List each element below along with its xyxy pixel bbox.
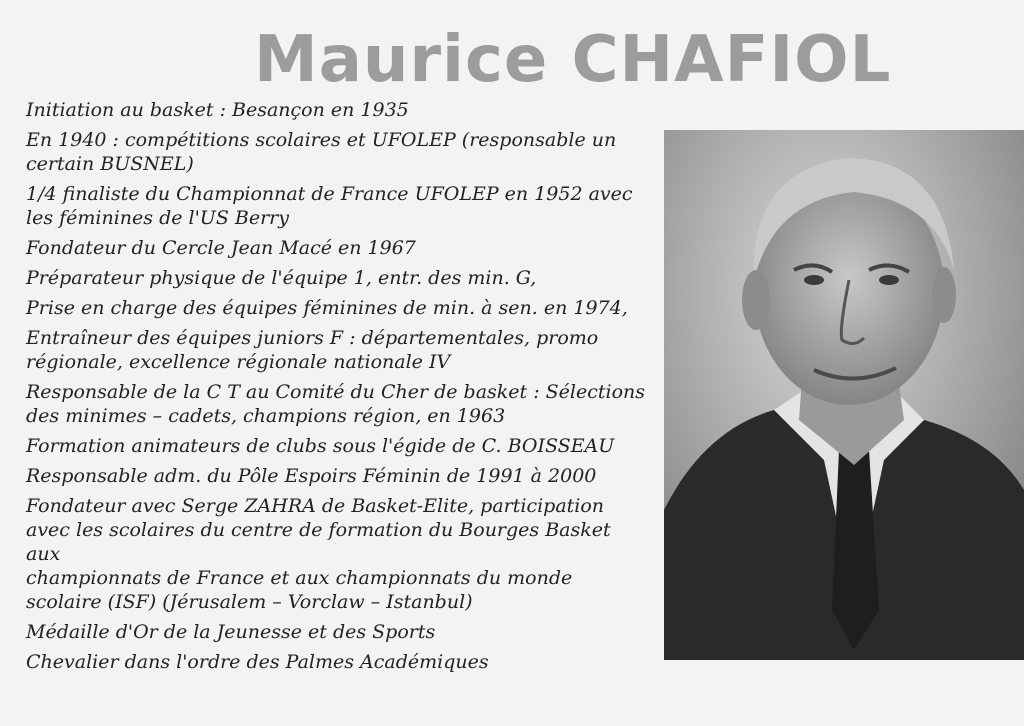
bio-item: Chevalier dans l'ordre des Palmes Académiques <box>26 651 489 673</box>
bio-item: Responsable adm. du Pôle Espoirs Féminin de 1991 à 2000 <box>26 465 597 487</box>
portrait-illustration <box>664 130 1024 660</box>
bio-item: Responsable de la C T au Comité du Cher de basket : Sélections des minimes – cadets, champions région, en 1963 <box>26 381 646 427</box>
bio-item: 1/4 finaliste du Championnat de France UFOLEP en 1952 avec les féminines de l'US Berry <box>26 183 633 229</box>
bio-item: Préparateur physique de l'équipe 1, entr. des min. G, <box>26 267 537 289</box>
bio-item: Médaille d'Or de la Jeunesse et des Sports <box>26 621 436 643</box>
bio-item: Fondateur avec Serge ZAHRA de Basket-Elite, participation avec les scolaires du centre de formation du Bourges Basket aux championnats de France et aux championnats du monde scolaire (ISF) (Jérusalem – Vorclaw – Istanbul) <box>26 495 611 613</box>
page-title: Maurice CHAFIOL <box>254 23 892 97</box>
portrait-photo <box>664 130 1024 660</box>
bio-item: Entraîneur des équipes juniors F : départementales, promo régionale, excellence régionale nationale IV <box>26 327 599 373</box>
bio-item: En 1940 : compétitions scolaires et UFOLEP (responsable un certain BUSNEL) <box>26 129 617 175</box>
biography-list <box>26 98 646 680</box>
bio-item: Fondateur du Cercle Jean Macé en 1967 <box>26 237 416 259</box>
bio-item: Formation animateurs de clubs sous l'égide de C. BOISSEAU <box>26 435 615 457</box>
bio-item: Initiation au basket : Besançon en 1935 <box>26 99 409 121</box>
bio-item: Prise en charge des équipes féminines de min. à sen. en 1974, <box>26 297 628 319</box>
